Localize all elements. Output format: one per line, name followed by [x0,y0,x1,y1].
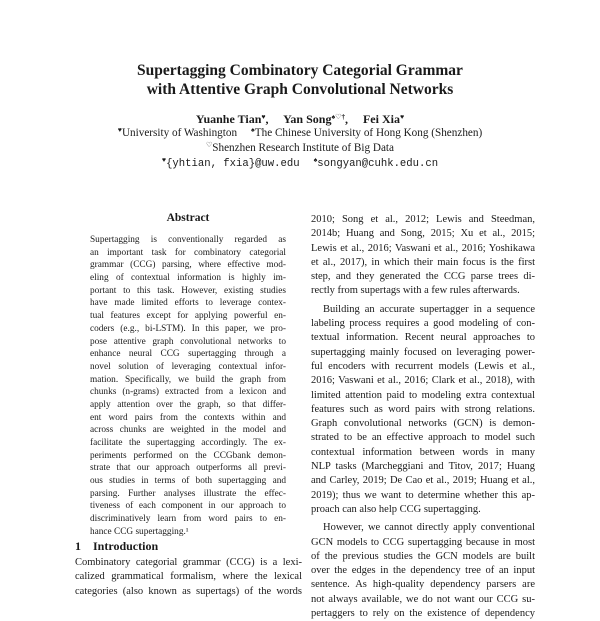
abstract-line: discriminatively learn from word pairs to en- [90,514,286,525]
abstract-line: eling of contextual information is highly im- [90,273,286,284]
abstract-line: strate that our approach outperforms all previ- [90,463,286,474]
paragraph-line: proach can also help CCG supertagging. [311,503,481,515]
paragraph-line: limited attention paid to modeling extra contextual [311,389,535,401]
section-heading [75,539,158,554]
paragraph-line: features such as word pairs with strong relations. [311,403,535,415]
email-mark: ♥ [161,156,167,164]
email-line [0,157,600,170]
section-title: Introduction [93,539,159,553]
abstract-line: enhance neural CCG supertagging through a [90,349,286,360]
paragraph-line: Graph convolutional networks (GCN) is demon- [311,418,535,430]
paragraph-line: and Carley, 2019; De Cao et al., 2019; Huang et al., [311,475,535,487]
abstract-line: grammar (CCG) parsing, where effective mod- [90,260,286,271]
author-mark: ♥ [399,113,405,121]
section-number: 1 [75,539,81,553]
author-list [0,112,600,127]
paragraph-line: of the previous studies the GCN models are built [311,550,535,562]
right-column-body [311,213,535,621]
paragraph-line: pertaggers to rely on the existence of dependency [311,608,535,620]
abstract-line: hance CCG supertagging.¹ [90,526,189,537]
paragraph-line: step, and they generated the CCG parse trees di- [311,271,535,283]
abstract-heading: Abstract [166,212,210,224]
abstract-line: have made limited efforts to leverage contex- [90,298,286,309]
author-name: Fei Xia [362,112,400,126]
email-uw: {yhtian, fxia}@uw.edu [166,158,300,170]
paragraph-line: 2010; Song et al., 2012; Lewis and Steedman, [311,214,535,225]
abstract-line: coders (e.g., bi-LSTM). In this paper, we pro- [90,323,286,334]
paragraph-line: 2014b; Huang and Song, 2015; Xu et al., 2015; [311,228,535,240]
abstract-line: mation. Specifically, we build the graph from [90,374,286,385]
paragraph-line: et al., 2017), in which their main focus is the first [311,256,535,268]
abstract-line: facilitate the supertagging accordingly. The ex- [90,438,286,448]
affiliation-uw: University of Washington [121,127,238,139]
author-separator: , [265,112,269,126]
abstract-line: portant to this task. However, existing studies [90,285,286,296]
intro-line: calized grammatical formalism, where the lexical [75,571,302,583]
paragraph-line: contextual information between words in many [311,446,535,458]
affiliation-line [0,127,600,139]
paragraph-line: GCN models to CCG supertagging because in most [311,536,535,548]
paragraph-line: not always available, we do not want our CCG su- [311,593,535,605]
abstract-line: Supertagging is conventionally regarded as [90,235,286,245]
title-line-2: with Attentive Graph Convolutional Networks [146,81,454,98]
affiliation-line [0,142,600,154]
email-mark: ♠ [313,156,318,164]
abstract-body [90,234,286,539]
author-name: Yuanhe Tian [195,112,262,126]
paragraph-line: 2019); thus we want to determine whether this ap- [311,489,535,501]
abstract-line: chunks (n-grams) extracted from a lexicon and [90,387,286,398]
abstract-line: an important task for combinatory categorial [90,247,286,258]
affiliation-mark: ♡ [205,141,213,149]
abstract-line: tual features except for applying powerful en- [90,311,286,322]
intro-line: categories (also known as supertags) of the words [75,585,302,597]
paragraph-line: NLP tasks (Marcheggiani and Titov, 2017; Huang [311,461,535,473]
paragraph-line: sentence. As high-quality dependency parsers are [311,579,535,591]
abstract-line: pose attentive graph convolutional networks to [90,336,286,347]
paper-title [0,61,600,99]
intro-body [75,556,302,599]
abstract-line: apply attention over the graph, so that differ- [90,399,286,410]
affiliation-sribd: Shenzhen Research Institute of Big Data [212,142,395,154]
paragraph-line: textual information. Recent neural approaches to [311,332,535,344]
abstract-line: ent word pairs from the contexts within and [90,412,286,423]
paragraph-line: 2016; Vaswani et al., 2016; Clark et al., 2018), with [311,375,535,387]
abstract-line: novel solution of leveraging contextual infor- [90,361,286,372]
author-name: Yan Song [283,112,332,126]
abstract-line: tiveness of each component in our approach to [90,501,286,512]
abstract-line: ous studies in terms of both supertagging and [90,476,286,487]
email-cuhk: songyan@cuhk.edu.cn [317,158,439,170]
affiliation-mark: ♠ [251,126,255,134]
author-mark: ♥ [261,113,266,121]
affiliation-mark: ♥ [117,126,122,134]
paragraph-line: supertagging mainly focused on leveraging power- [311,346,535,358]
abstract-line: periments performed on the CCGbank demon- [90,450,286,461]
paragraph-line: strated to be an effective approach to model such [311,432,535,444]
author-separator: , [344,112,348,126]
paragraph-line: ful encoders with recurrent models (Lewis et al., [311,360,535,372]
affiliation-cuhk: The Chinese University of Hong Kong (Shenzhen) [254,127,483,139]
abstract-line: parsing. Further analyses illustrate the effec- [90,488,286,499]
paragraph-line: rectly from supertags with a few rules afterwards. [311,285,520,297]
paragraph-line: labeling process requires a good modeling of con- [311,318,535,330]
paragraph-line: over the edges in the dependency tree of an input [311,565,535,577]
abstract-line: across chunks are weighted in the model and [90,425,286,436]
paragraph-line: However, we cannot directly apply conventional [323,522,535,534]
paragraph-line: Building an accurate supertagger in a sequence [323,303,535,315]
intro-line: Combinatory categorial grammar (CCG) is a lexi- [75,557,302,568]
author-mark: ♠♡† [331,113,345,121]
paragraph-line: Lewis et al., 2016; Vaswani et al., 2016; Yoshikawa [311,242,535,254]
title-line-1: Supertagging Combinatory Categorial Grammar [137,62,463,79]
